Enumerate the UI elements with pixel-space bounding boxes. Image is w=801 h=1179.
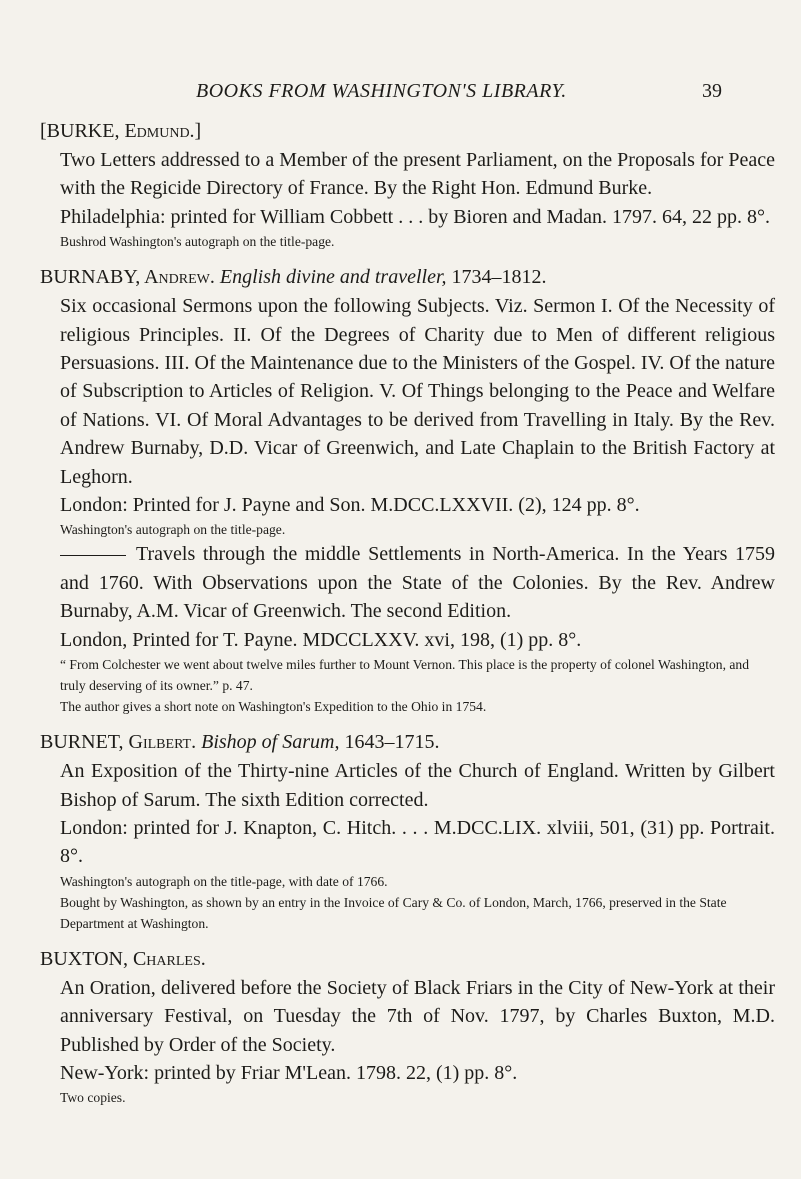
second-work-imprint: London, Printed for T. Payne. MDCCLXXV. xvi, 198, (1) pp. 8°. [60,628,582,651]
entry-author: BUXTON, Charles. [40,947,206,970]
page-number: 39 [702,80,722,102]
entry-note: Washington's autograph on the title-page. [60,522,286,538]
catalog-entry [40,944,775,1109]
entry-note: Bushrod Washington's autograph on the title-page. [60,234,335,250]
entry-title-text: An Oration, delivered before the Society of Black Friars in the City of New-York at their anniversary Festival, on Tuesday the 7th of Nov. 1797, by Charles Buxton, M.D. Published by Order of the Society. [60,976,775,1056]
entry-dates: 1643–1715. [344,731,440,754]
entry-imprint: London: printed for J. Knapton, C. Hitch. . . . M.DCC.LIX. xlviii, 501, (31) pp. Portrait. 8°. [60,816,775,868]
entry-imprint: London: Printed for J. Payne and Son. M.DCC.LXXVII. (2), 124 pp. 8°. [60,494,640,517]
entry-author: BURNET, Gilbert. [40,731,197,754]
entry-heading [40,116,775,146]
running-title: BOOKS FROM WASHINGTON'S LIBRARY. [196,80,567,102]
entry-title-text: An Exposition of the Thirty-nine Articles of the Church of England. Written by Gilbert Bishop of Sarum. The sixth Edition corrected. [60,760,775,811]
entry-imprint: Philadelphia: printed for William Cobbett . . . by Bioren and Madan. 1797. 64, 22 pp. 8°. [60,205,771,228]
second-work-quote: “ From Colchester we went about twelve miles further to Mount Vernon. This place is the property of colonel Washington, and truly deserving of its owner.” p. 47. [60,657,750,694]
catalog-body [40,116,775,1118]
entry-heading [40,262,775,292]
entry-title-text: Six occasional Sermons upon the following Subjects. Viz. Sermon I. Of the Necessity of religious Principles. II. Of the Degrees of Charity due to Men of different religious Persuasions. III. Of the Maintenance due to the Ministers of the Gospel. IV. Of the nature of Subscription to Articles of Religion. V. Of Things belonging to the Peace and Welfare of Nations. VI. Of Moral Advantages to be derived from Travelling in Italy. By the Rev. Andrew Burnaby, D.D. Vicar of Greenwich, and Late Chaplain to the British Factory at Leghorn. [60,295,775,488]
entry-heading [40,727,775,757]
catalog-entry [40,116,775,252]
entry-imprint: New-York: printed by Friar M'Lean. 1798. 22, (1) pp. 8°. [60,1061,518,1084]
entry-author: BURNABY, Andrew. [40,266,215,289]
entry-title-text: Two Letters addressed to a Member of the present Parliament, on the Proposals for Peace with the Regicide Directory of France. By the Right Hon. Edmund Burke. [60,149,775,200]
entry-note: Two copies. [60,1090,126,1106]
catalog-entry [40,262,775,717]
entry-heading [40,944,775,974]
running-head [0,80,801,108]
second-work-title [40,540,775,625]
entry-note: Bought by Washington, as shown by an entry in the Invoice of Cary & Co. of London, March, 1766, preserved in the State Department at Washington. [60,894,727,931]
entry-dates: 1734–1812. [451,266,547,289]
entry-description: English divine and traveller, [219,266,447,289]
entry-description: Bishop of Sarum, [201,731,340,754]
ditto-rule [60,555,126,556]
second-work-text: Travels through the middle Settlements in North-America. In the Years 1759 and 1760. With Observations upon the State of the Colonies. By the Rev. Andrew Burnaby, A.M. Vicar of Greenwich. The second Edition. [60,543,775,623]
entry-note: Washington's autograph on the title-page, with date of 1766. [60,873,388,889]
catalog-entry [40,727,775,934]
second-work-note: The author gives a short note on Washington's Expedition to the Ohio in 1754. [60,699,487,715]
entry-author: [BURKE, Edmund.] [40,120,202,142]
